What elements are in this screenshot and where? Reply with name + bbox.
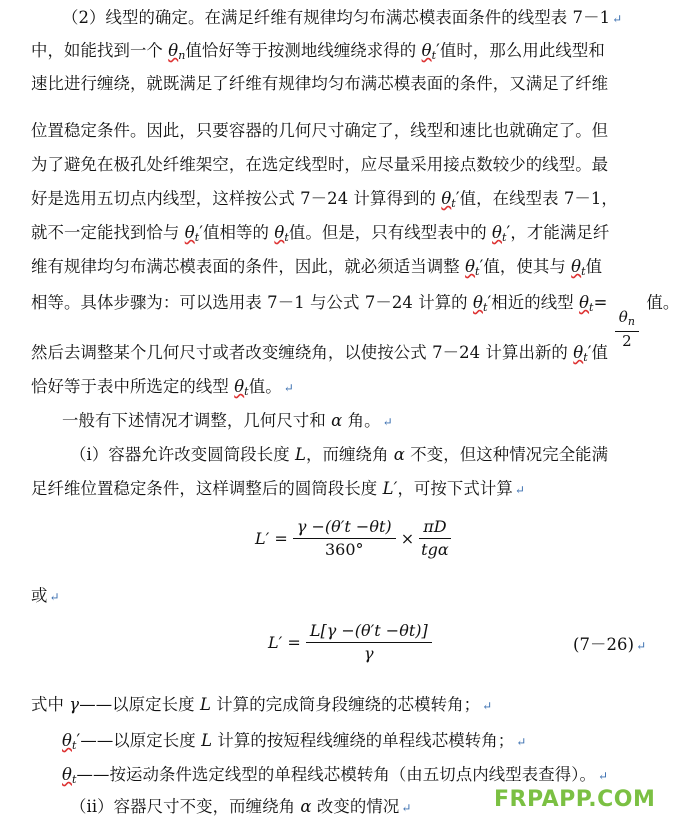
or-text: 或 ↵ [31,586,60,605]
text-line: 就不一定能找到恰与 $\theta_t'$值相等的 $\theta_t$值。但是，只有线型表中的 $\theta_t'$，才能满足纤 [31,223,610,244]
equation-number: (7－26) ↵ [573,635,647,654]
text-line: 中，如能找到一个 $\theta_n$值恰好等于按测地线缠绕求得的 $\theta_t'$值时，那么用此线型和 [31,41,605,62]
paragraph-mark: ↵ [382,415,393,429]
text-line: （ii）容器尺寸不变，而缠绕角 α 改变的情况 ↵ [70,797,412,816]
text-line: 足纤维位置稳定条件，这样调整后的圆筒段长度 L′，可按下式计算 ↵ [31,479,526,498]
paragraph-mark: ↵ [516,735,527,749]
formula-1: L′ = $\frac{\gamma -(\theta't -\theta t)}{360^\circ}$ × $\frac{\pi D}{\text{tgα}}$ [255,517,449,559]
paragraph-mark: ↵ [514,483,526,497]
formula-1-fraction: $\frac{\gamma -(\theta't -\theta t)}{360^\circ}$ [293,516,396,561]
definition-line: $\theta_t——$按运动条件选定线型的单程线芯模转角（由五切点内线型表查得）。 ↵ [62,765,609,786]
text-line: 速比进行缠绕，就既满足了纤维有规律均匀布满芯模表面的条件，又满足了纤维 [31,74,609,93]
text-line: 恰好等于表中所选定的线型 $\theta_t$值。 ↵ [31,377,294,398]
paragraph-mark: ↵ [482,699,493,713]
text-line: 位置稳定条件。因此，只要容器的几何尺寸确定了，线型和速比也就确定了。但 [31,121,609,140]
formula-2-fraction: $\frac{L[\gamma -(\theta't -\theta t)]}{\gamma}$ [306,620,432,665]
inline-fraction: $\frac{\theta_n}{2}$ [615,308,639,350]
definition-line: $\theta_t'——$以原定长度 L 计算的按短程线缠绕的单程线芯模转角； ↵ [62,731,527,752]
paragraph-mark: ↵ [283,381,294,395]
paragraph-mark: ↵ [401,801,412,815]
formula-2: L′ = $\frac{L[\gamma -(\theta't -\theta t)]}{\gamma}$ [268,620,432,665]
text-line: （i）容器允许改变圆筒段长度 L，而缠绕角 α 不变，但这种情况完全能满 [70,445,609,464]
text-line: 好是选用五切点内线型，这样按公式 7－24 计算得到的 $\theta_t'$值，在线型表 7－1， [31,189,618,210]
text-line: 为了避免在极孔处纤维架空，在选定线型时，应尽量采用接点数较少的线型。最 [31,155,609,174]
paragraph-mark: ↵ [598,769,609,783]
paragraph-mark: ↵ [612,12,623,26]
text-line: （2）线型的确定。在满足纤维有规律均匀布满芯模表面条件的线型表 7－1 ↵ [62,8,623,27]
watermark: FRPAPP.COM [494,787,656,812]
formula-1-fraction-2: $\frac{\pi D}{\text{tgα}}$ [421,517,449,559]
paragraph-mark: ↵ [636,639,647,653]
definition-line: 式中 γ——以原定长度 L 计算的完成筒身段缠绕的芯模转角； ↵ [31,695,493,714]
paragraph-mark: ↵ [49,590,60,604]
text-line: 然后去调整某个几何尺寸或者改变缠绕角，以使按公式 7－24 计算出新的 $\theta_t'$值 [31,343,609,364]
text-line: 相等。具体步骤为：可以选用表 7－1 与公式 7－24 计算的 $\theta_t'$相近的线型 $\theta_t=$ $\frac{\theta_n}{2}$ 值。 [31,293,679,350]
text-line: 一般有下述情况才调整，几何尺寸和 α 角。 ↵ [62,411,393,430]
text-line: 维有规律均匀布满芯模表面的条件，因此，就必须适当调整 $\theta_t'$值，使其与 $\theta_t$值 [31,257,603,278]
